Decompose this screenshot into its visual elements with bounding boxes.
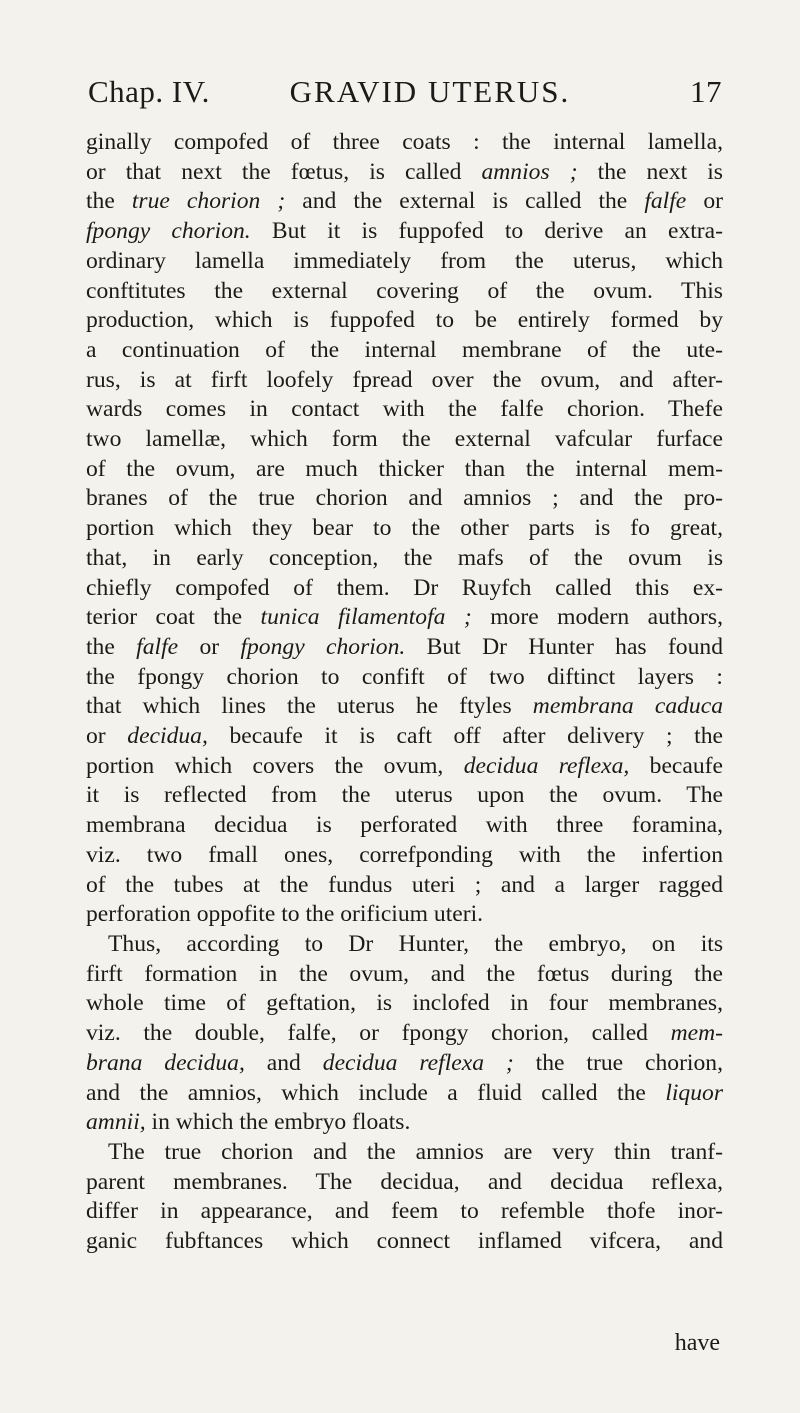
italic-term: falfe bbox=[136, 633, 179, 660]
page-title: GRAVID UTERUS. bbox=[289, 74, 571, 109]
text-line bbox=[86, 1019, 723, 1049]
text-line bbox=[86, 1197, 723, 1227]
text-line bbox=[86, 336, 723, 366]
text-line bbox=[86, 722, 723, 752]
text-line bbox=[86, 1049, 723, 1079]
text-run: a continuation of the internal membrane of the ute- bbox=[86, 336, 723, 363]
text-line bbox=[86, 395, 723, 425]
text-line bbox=[86, 603, 723, 633]
page-number: 17 bbox=[690, 74, 722, 109]
body-text bbox=[86, 128, 723, 1257]
text-line bbox=[86, 514, 723, 544]
text-run: and the external is called the bbox=[285, 188, 645, 215]
text-run: the bbox=[86, 633, 137, 660]
text-run: branes of the true chorion and amnios ; and the pro- bbox=[86, 485, 723, 512]
text-run: or bbox=[686, 188, 723, 215]
text-run: Thus, according to Dr Hunter, the embryo, on its bbox=[108, 930, 723, 957]
text-run: the fpongy chorion to confift of two diftinct layers : bbox=[86, 663, 723, 690]
text-run: or bbox=[86, 723, 128, 750]
text-run: chiefly compofed of them. Dr Ruyfch called this ex- bbox=[86, 574, 723, 601]
text-line bbox=[86, 811, 723, 841]
text-line bbox=[86, 871, 723, 901]
text-run: The true chorion and the amnios are very thin tranf- bbox=[108, 1138, 723, 1165]
text-run: and bbox=[244, 1049, 323, 1076]
text-line bbox=[86, 930, 723, 960]
text-run: whole time of geftation, is inclofed in four membranes, bbox=[86, 990, 723, 1017]
text-line bbox=[86, 841, 723, 871]
italic-term: tunica filamentofa ; bbox=[260, 604, 472, 631]
text-line bbox=[86, 989, 723, 1019]
text-line bbox=[86, 544, 723, 574]
text-run: conftitutes the external covering of the ovum. This bbox=[86, 277, 723, 304]
italic-term: decidua, bbox=[127, 723, 208, 750]
text-line bbox=[86, 633, 723, 663]
text-line bbox=[86, 781, 723, 811]
text-run: two lamellæ, which form the external vafcular furface bbox=[86, 426, 723, 453]
text-run: in which the embryo floats. bbox=[145, 1109, 411, 1136]
text-line bbox=[86, 692, 723, 722]
text-run: firft formation in the ovum, and the fœtus during the bbox=[86, 960, 723, 987]
text-run: portion which they bear to the other parts is fo great, bbox=[86, 515, 723, 542]
text-run: becaufe it is caft off after delivery ; the bbox=[207, 723, 723, 750]
text-run: ginally compofed of three coats : the internal lamella, bbox=[86, 129, 723, 155]
chapter-label: Chap. IV. bbox=[88, 74, 210, 109]
text-line bbox=[86, 1168, 723, 1198]
italic-term: brana decidua, bbox=[86, 1049, 245, 1076]
text-line bbox=[86, 663, 723, 693]
text-run: perforation oppofite to the orificium uteri. bbox=[86, 901, 484, 928]
catchword: have bbox=[674, 1330, 720, 1356]
text-line bbox=[86, 900, 723, 930]
text-line bbox=[86, 960, 723, 990]
text-run: of the ovum, are much thicker than the internal mem- bbox=[86, 455, 723, 482]
text-line bbox=[86, 1108, 723, 1138]
text-line bbox=[86, 752, 723, 782]
text-run: the next is bbox=[577, 158, 723, 185]
text-line bbox=[86, 484, 723, 514]
text-run: wards comes in contact with the falfe chorion. Thefe bbox=[86, 396, 723, 423]
text-run: terior coat the bbox=[86, 604, 261, 631]
italic-term: liquor bbox=[665, 1079, 723, 1106]
text-run: viz. two fmall ones, correfponding with the infertion bbox=[86, 841, 723, 868]
italic-term: amnii, bbox=[86, 1109, 146, 1136]
italic-term: true chorion ; bbox=[131, 188, 286, 215]
italic-term: mem- bbox=[670, 1020, 723, 1047]
text-run: or that next the fœtus, is called bbox=[86, 158, 482, 185]
text-run: production, which is fuppofed to be entirely formed by bbox=[86, 307, 723, 334]
text-run: more modern authors, bbox=[471, 604, 723, 631]
italic-term: decidua reflexa ; bbox=[322, 1049, 514, 1076]
text-run: But Dr Hunter has found bbox=[405, 633, 723, 660]
text-line bbox=[86, 425, 723, 455]
text-line bbox=[86, 1079, 723, 1109]
text-run: becaufe bbox=[629, 752, 723, 779]
text-run: that which lines the uterus he ftyles bbox=[86, 693, 533, 720]
text-run: ordinary lamella immediately from the uterus, which bbox=[86, 247, 723, 274]
text-line bbox=[86, 158, 723, 188]
italic-term: amnios ; bbox=[481, 158, 578, 185]
text-run: it is reflected from the uterus upon the ovum. The bbox=[86, 782, 723, 809]
text-line bbox=[86, 247, 723, 277]
italic-term: membrana caduca bbox=[532, 693, 723, 720]
text-run: membrana decidua is perforated with three foramina, bbox=[86, 812, 723, 839]
text-line bbox=[86, 455, 723, 485]
text-run: parent membranes. The decidua, and decidua reflexa, bbox=[86, 1168, 723, 1195]
text-run: or bbox=[178, 633, 241, 660]
italic-term: fpongy chorion. bbox=[86, 218, 251, 245]
italic-term: decidua reflexa, bbox=[463, 752, 630, 779]
text-line bbox=[86, 306, 723, 336]
text-run: and the amnios, which include a fluid called the bbox=[86, 1079, 666, 1106]
running-head bbox=[88, 74, 722, 110]
text-line bbox=[86, 366, 723, 396]
text-run: ganic fubftances which connect inflamed vifcera, and bbox=[86, 1228, 723, 1255]
text-run: the true chorion, bbox=[513, 1049, 723, 1076]
text-line bbox=[86, 1138, 723, 1168]
text-run: of the tubes at the fundus uteri ; and a larger ragged bbox=[86, 871, 723, 898]
text-run: portion which covers the ovum, bbox=[86, 752, 464, 779]
text-run: the bbox=[86, 188, 132, 215]
text-run: viz. the double, falfe, or fpongy chorion, called bbox=[86, 1020, 671, 1047]
text-run: But it is fuppofed to derive an extra- bbox=[250, 218, 723, 245]
text-line bbox=[86, 574, 723, 604]
italic-term: falfe bbox=[644, 188, 687, 215]
text-line bbox=[86, 1227, 723, 1257]
text-line bbox=[86, 277, 723, 307]
text-line bbox=[86, 128, 723, 158]
text-line bbox=[86, 217, 723, 247]
text-run: differ in appearance, and feem to refemble thofe inor- bbox=[86, 1198, 723, 1225]
text-run: that, in early conception, the mafs of the ovum is bbox=[86, 544, 723, 571]
text-run: rus, is at firft loofely fpread over the ovum, and after- bbox=[86, 366, 723, 393]
italic-term: fpongy chorion. bbox=[240, 633, 406, 660]
text-line bbox=[86, 187, 723, 217]
